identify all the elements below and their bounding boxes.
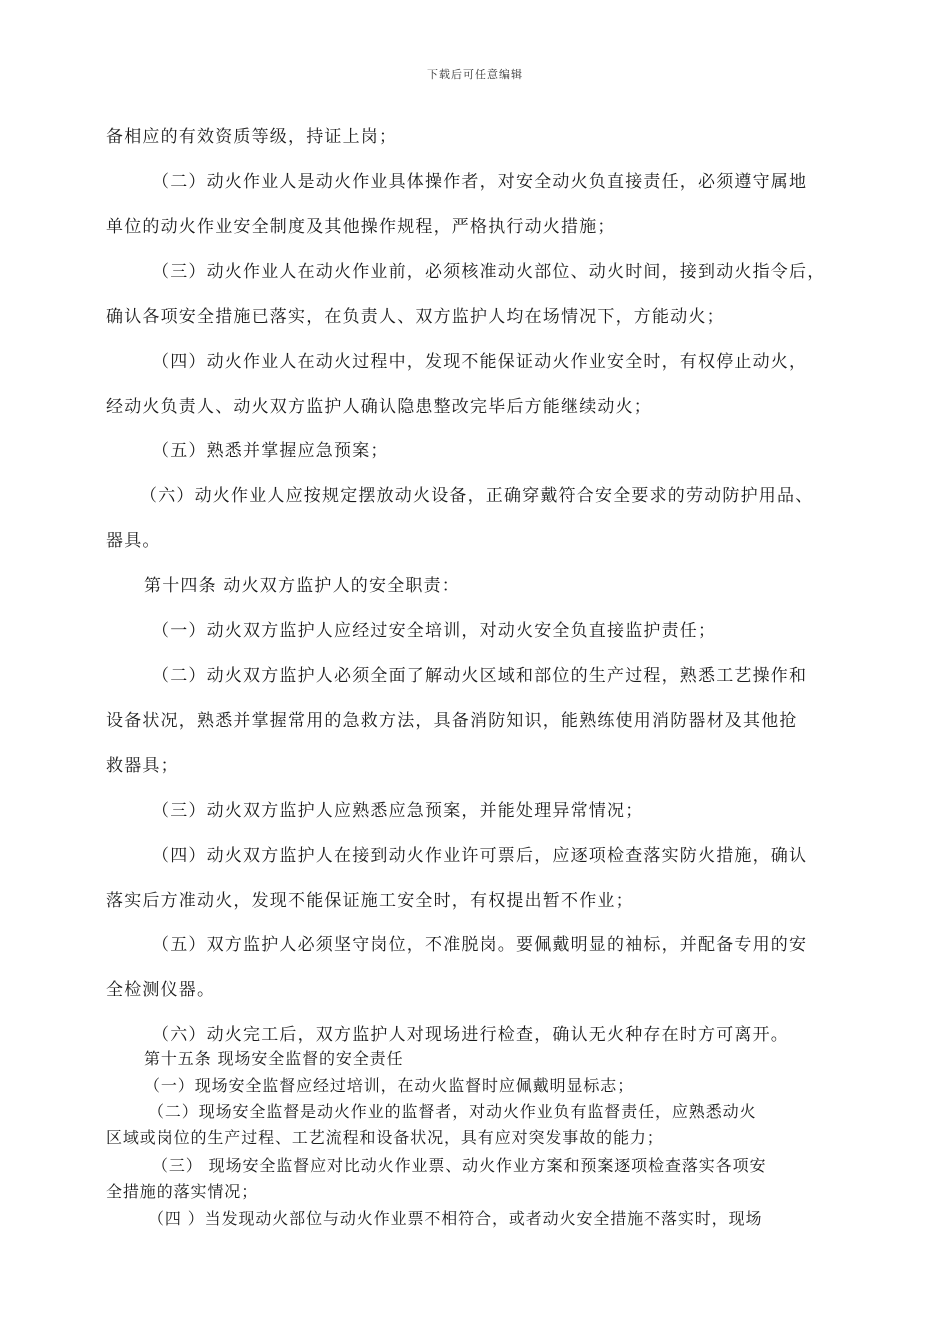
- text-line: （二）动火作业人是动火作业具体操作者，对安全动火负直接责任，必须遵守属地: [152, 172, 808, 192]
- text-line: 器具。: [106, 531, 161, 551]
- text-line: 备相应的有效资质等级，持证上岗；: [106, 127, 398, 147]
- text-line: 区域或岗位的生产过程、工艺流程和设备状况，具有应对突发事故的能力；: [106, 1128, 664, 1147]
- text-line: （三）动火作业人在动火作业前，必须核准动火部位、动火时间，接到动火指令后，: [152, 262, 826, 282]
- text-line: 单位的动火作业安全制度及其他操作规程，严格执行动火措施；: [106, 217, 616, 237]
- text-line: （四）动火双方监护人在接到动火作业许可票后，应逐项检查落实防火措施，确认: [152, 846, 808, 866]
- text-line: 落实后方准动火，发现不能保证施工安全时，有权提出暂不作业；: [106, 891, 634, 911]
- text-line: （三） 现场安全监督应对比动火作业票、动火作业方案和预案逐项检查落实各项安: [152, 1156, 767, 1175]
- text-line: （四）动火作业人在动火过程中，发现不能保证动火作业安全时，有权停止动火，: [152, 352, 808, 372]
- text-line: （三）动火双方监护人应熟悉应急预案，并能处理异常情况；: [152, 801, 644, 821]
- text-line: （一）现场安全监督应经过培训，在动火监督时应佩戴明显标志；: [144, 1076, 635, 1095]
- text-line: （四 ）当发现动火部位与动火作业票不相符合，或者动火安全措施不落实时，现场: [148, 1209, 763, 1228]
- text-line: （二）动火双方监护人必须全面了解动火区域和部位的生产过程，熟悉工艺操作和: [152, 666, 808, 686]
- text-line: （五）双方监护人必须坚守岗位，不准脱岗。要佩戴明显的袖标，并配备专用的安: [152, 935, 808, 955]
- section-heading: 第十五条 现场安全监督的安全责任: [144, 1049, 404, 1068]
- text-line: 设备状况，熟悉并掌握常用的急救方法，具备消防知识，能熟练使用消防器材及其他抢: [106, 711, 798, 731]
- text-line: （二）现场安全监督是动火作业的监督者，对动火作业负有监督责任，应熟悉动火: [148, 1102, 757, 1121]
- text-line: 全措施的落实情况；: [106, 1182, 259, 1201]
- text-line: （一）动火双方监护人应经过安全培训，对动火安全负直接监护责任；: [152, 621, 717, 641]
- page-header: 下载后可任意编辑: [427, 68, 523, 81]
- text-line: 经动火负责人、动火双方监护人确认隐患整改完毕后方能继续动火；: [106, 397, 652, 417]
- text-line: （六）动火作业人应按规定摆放动火设备，正确穿戴符合安全要求的劳动防护用品、: [140, 486, 814, 506]
- text-line: （六）动火完工后，双方监护人对现场进行检查，确认无火种存在时方可离开。: [152, 1025, 789, 1045]
- text-line: （五）熟悉并掌握应急预案；: [152, 441, 389, 461]
- text-line: 确认各项安全措施已落实，在负责人、双方监护人均在场情况下，方能动火；: [106, 307, 725, 327]
- text-line: 全检测仪器。: [106, 980, 216, 1000]
- text-line: 救器具；: [106, 756, 179, 776]
- section-heading: 第十四条 动火双方监护人的安全职责：: [144, 576, 461, 596]
